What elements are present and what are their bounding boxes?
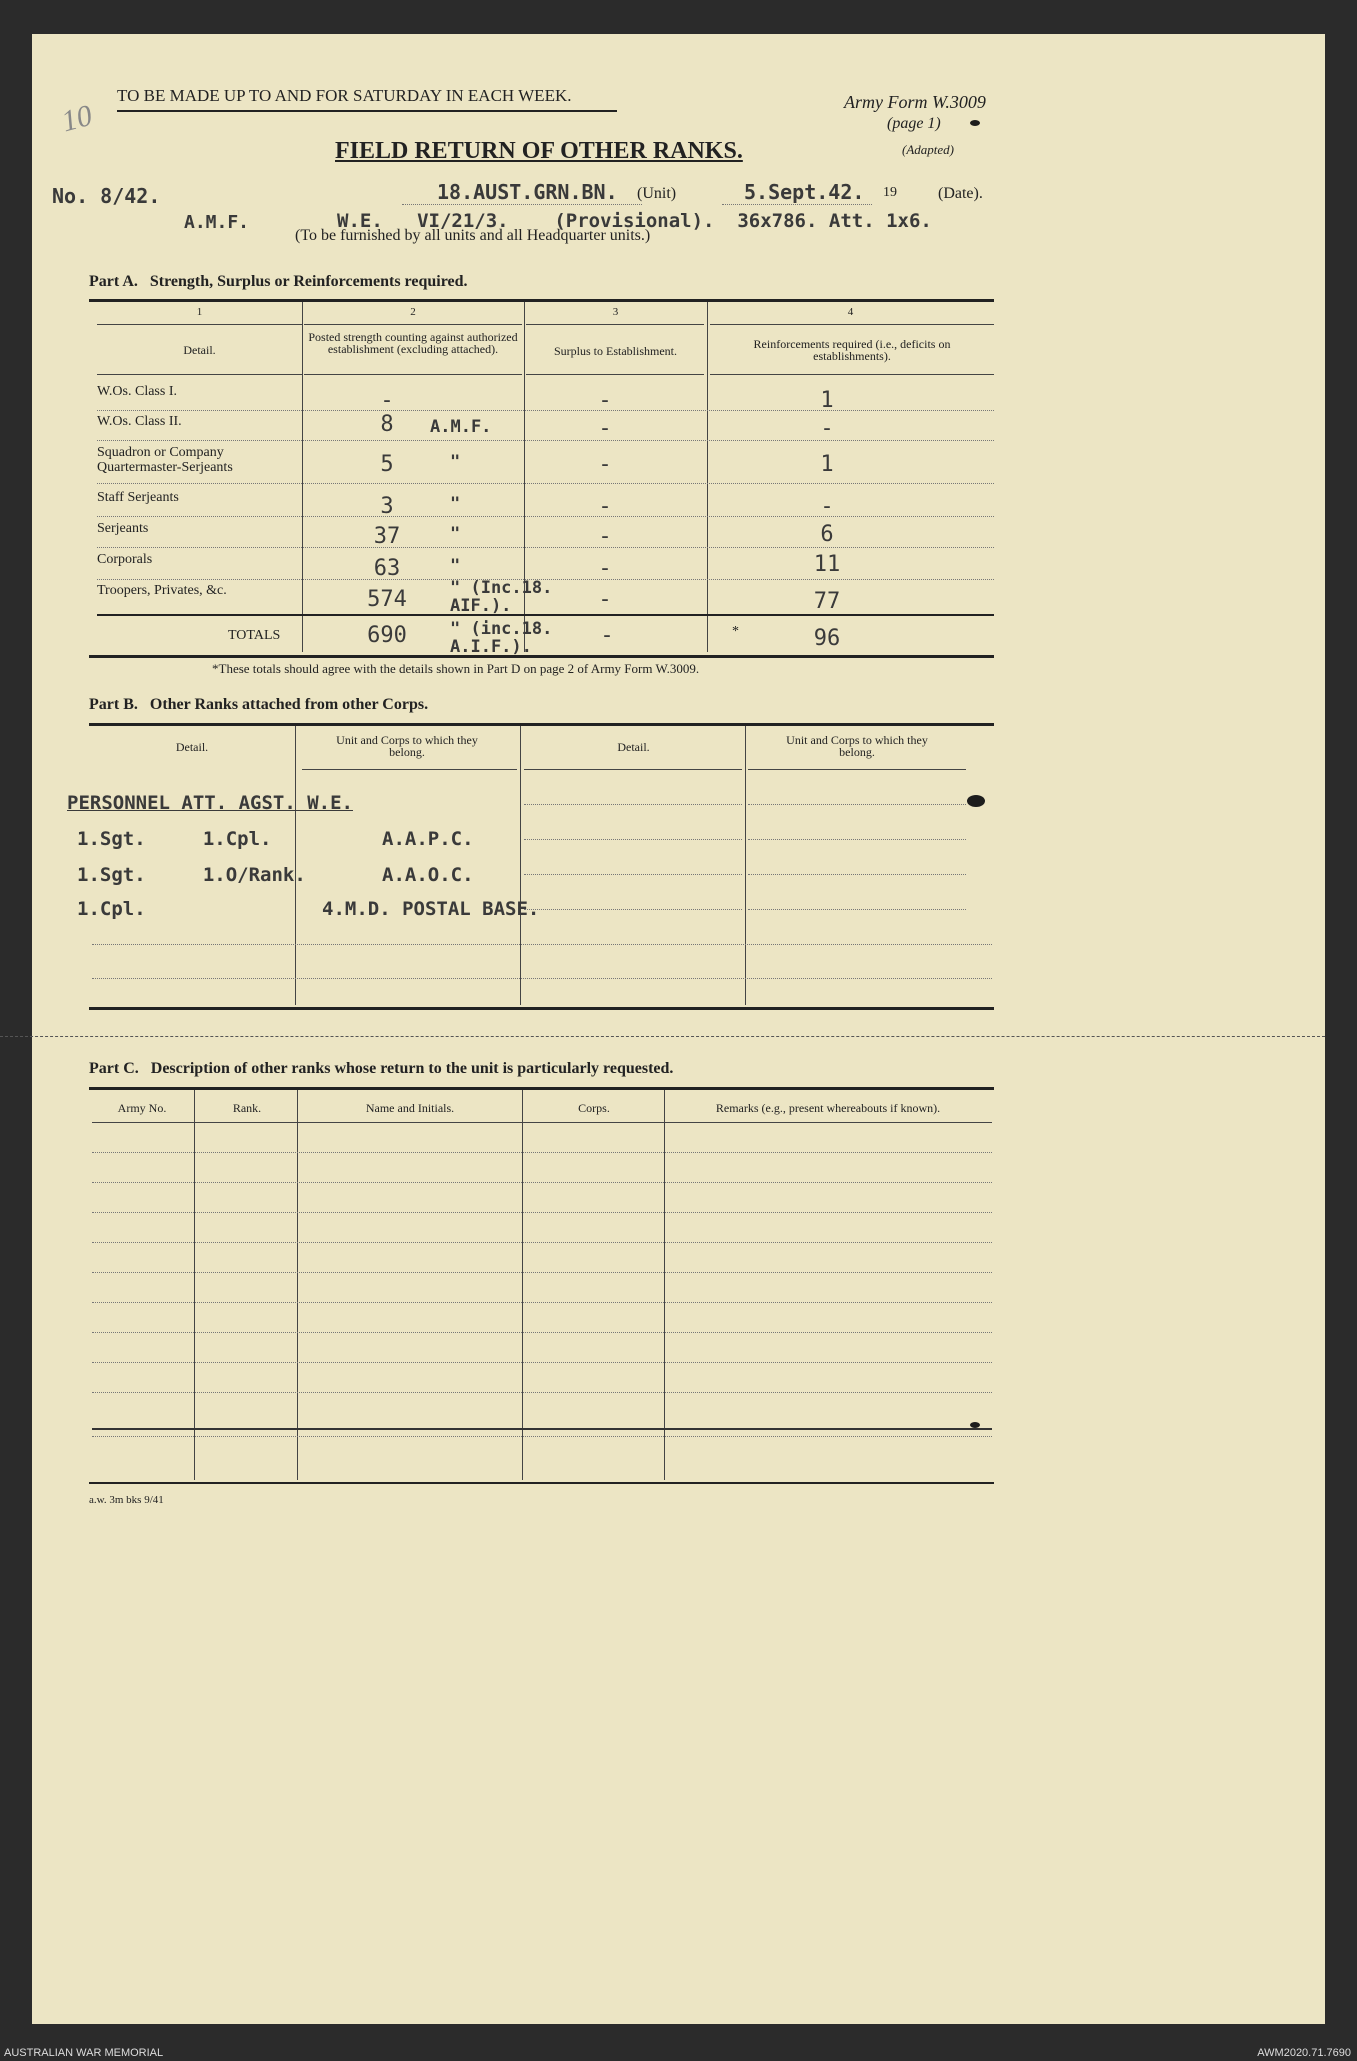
row-surplus: -: [598, 524, 612, 549]
punch-hole: [970, 1422, 980, 1428]
part-b-header-rule: [524, 769, 742, 770]
row-surplus: -: [598, 452, 612, 477]
row-surplus: -: [598, 556, 612, 581]
col-rule: [304, 324, 522, 325]
part-c-col-divider: [297, 1090, 298, 1480]
part-b-top-rule: [89, 723, 994, 726]
part-b-header-unit-1: Unit and Corps to which they belong.: [336, 733, 478, 759]
row-posted-note: ": [450, 452, 461, 472]
row-posted: 574: [367, 587, 407, 612]
row-rule: [97, 516, 994, 517]
header-rule: [526, 374, 704, 375]
row-rule: [97, 483, 994, 484]
row-rule: [748, 909, 966, 910]
part-c-header-army-no: Army No.: [117, 1101, 167, 1115]
row-posted: 8: [380, 412, 394, 437]
row-surplus: -: [598, 388, 612, 413]
part-a-col-divider: [707, 302, 708, 652]
row-rule: [92, 1392, 992, 1393]
furnish-note: (To be furnished by all units and all Headquarter units.): [295, 227, 651, 244]
row-rule: [92, 1302, 992, 1303]
unit-dotline: [402, 204, 642, 205]
part-a-header-surplus: Surplus to Establishment.: [554, 344, 677, 358]
date-year: 19: [883, 185, 897, 200]
totals-label: TOTALS: [228, 628, 281, 643]
part-b-col-divider: [745, 726, 746, 1005]
part-b-header-unit-2: Unit and Corps to which they belong.: [786, 733, 928, 759]
form-page: (page 1): [887, 115, 941, 132]
amf-label: A.M.F.: [184, 212, 250, 233]
row-surplus: -: [598, 494, 612, 519]
form-title: FIELD RETURN OF OTHER RANKS.: [335, 138, 743, 164]
fold-line: [0, 1036, 1325, 1037]
header-rule: [97, 374, 302, 375]
row-posted-note: A.M.F.: [430, 417, 492, 437]
part-c-header-rank: Rank.: [232, 1101, 262, 1115]
adapted-note: (Adapted): [902, 142, 954, 157]
row-posted: 3: [380, 494, 394, 519]
header-rule: [710, 374, 994, 375]
row-detail: Serjeants: [97, 521, 149, 536]
form-number: Army Form W.3009: [844, 92, 986, 112]
part-b-bottom-rule: [89, 1007, 994, 1010]
row-posted: 5: [380, 452, 394, 477]
row-detail: 1.Sgt. 1.Cpl.: [77, 828, 272, 850]
part-a-bottom-rule: [89, 655, 994, 658]
row-reinf: 1: [820, 388, 834, 413]
row-reinf: 6: [820, 522, 834, 547]
row-detail: Staff Serjeants: [97, 490, 179, 505]
row-reinf: 1: [820, 452, 834, 477]
totals-surplus: -: [600, 623, 614, 648]
part-a-col-divider: [302, 302, 303, 652]
row-rule: [92, 1362, 992, 1363]
row-posted-note: ": [450, 494, 461, 514]
row-detail: W.Os. Class I.: [97, 384, 177, 399]
header-rule: [304, 374, 522, 375]
part-a-top-rule: [89, 299, 994, 302]
row-rule: [92, 1272, 992, 1273]
row-posted: 63: [373, 556, 401, 581]
row-unit: A.A.P.C.: [382, 828, 474, 850]
part-b-header-rule: [302, 769, 517, 770]
return-number: No. 8/42.: [52, 184, 161, 208]
row-rule: [748, 839, 966, 840]
row-posted: 37: [373, 524, 401, 549]
part-c-heading: Part C. Description of other ranks whose return to the unit is particularly requested.: [89, 1060, 674, 1077]
footer-credit: AUSTRALIAN WAR MEMORIAL: [4, 2047, 164, 2059]
part-c-header-rule: [92, 1122, 992, 1123]
col-number-1: 1: [196, 306, 203, 318]
col-rule: [710, 324, 994, 325]
part-a-footnote: *These totals should agree with the details shown in Part D on page 2 of Army Form W.3009.: [212, 661, 700, 676]
part-b-header-rule: [748, 769, 966, 770]
row-rule: [92, 1242, 992, 1243]
row-reinf: -: [820, 416, 834, 441]
row-reinf: 77: [813, 589, 841, 614]
date-label: (Date).: [938, 185, 983, 202]
part-b-header-detail-2: Detail.: [617, 740, 650, 754]
part-c-header-name: Name and Initials.: [365, 1101, 455, 1115]
instruction-underline: [117, 110, 617, 112]
col-rule: [97, 324, 302, 325]
part-b-section-label: PERSONNEL ATT. AGST. W.E.: [67, 792, 353, 814]
unit-value: 18.AUST.GRN.BN.: [437, 180, 618, 204]
punch-hole: [967, 795, 985, 807]
part-b-heading: Part B. Other Ranks attached from other Corps.: [89, 696, 429, 713]
row-posted-note: ": [450, 556, 461, 576]
part-c-header-corps: Corps.: [578, 1101, 610, 1115]
col-number-2: 2: [410, 306, 416, 318]
row-detail: 1.Sgt. 1.O/Rank.: [77, 864, 306, 886]
part-c-top-rule: [89, 1087, 994, 1090]
part-a-header-detail: Detail.: [183, 343, 216, 357]
row-rule: [524, 839, 742, 840]
part-c-header-remarks: Remarks (e.g., present whereabouts if known).: [715, 1101, 941, 1115]
part-c-col-divider: [194, 1090, 195, 1480]
row-detail: Corporals: [97, 552, 153, 567]
margin-pencil-note: 10: [58, 98, 96, 139]
totals-top-rule: [97, 614, 994, 616]
punch-hole: [970, 120, 980, 126]
row-reinf: 11: [813, 552, 841, 577]
row-surplus: -: [598, 416, 612, 441]
row-unit: A.A.O.C.: [382, 864, 474, 886]
row-rule: [524, 804, 742, 805]
row-rule: [92, 1436, 992, 1437]
row-rule: [92, 1152, 992, 1153]
totals-posted: 690: [367, 623, 407, 648]
row-rule: [748, 874, 966, 875]
row-detail: Troopers, Privates, &c.: [97, 583, 227, 598]
totals-star: *: [732, 624, 739, 639]
date-value: 5.Sept.42.: [744, 180, 865, 204]
row-rule: [92, 944, 992, 945]
totals-posted-note: " (inc.18. A.I.F.).: [450, 619, 553, 657]
footer-accession: AWM2020.71.7690: [1257, 2047, 1351, 2059]
part-b-header-detail-1: Detail.: [175, 740, 209, 754]
date-dotline: [722, 204, 872, 205]
part-a-header-posted: Posted strength counting against authorized establishment (excluding attached).: [308, 330, 518, 356]
form-sheet: [32, 34, 1325, 2024]
row-posted-note: " (Inc.18. AIF.).: [450, 578, 553, 616]
totals-reinf: 96: [813, 626, 841, 651]
row-rule: [92, 1428, 992, 1430]
row-surplus: -: [598, 587, 612, 612]
row-detail: Squadron or Company Quartermaster-Serjeants: [97, 445, 233, 475]
row-rule: [92, 978, 992, 979]
we-line: W.E. VI/21/3. (Provisional). 36x786. Att. 1x6.: [337, 210, 932, 232]
part-c-bottom-rule: [89, 1482, 994, 1484]
row-rule: [92, 1332, 992, 1333]
row-rule: [97, 410, 994, 411]
row-posted: -: [380, 388, 394, 413]
part-a-header-reinf: Reinforcements required (i.e., deficits on establishments).: [753, 337, 951, 363]
row-unit: 4.M.D. POSTAL BASE.: [322, 898, 540, 920]
row-rule: [97, 440, 994, 441]
part-c-col-divider: [522, 1090, 523, 1480]
row-reinf: -: [820, 494, 834, 519]
row-rule: [524, 909, 742, 910]
col-number-3: 3: [612, 306, 619, 318]
row-rule: [97, 547, 994, 548]
part-a-heading: Part A. Strength, Surplus or Reinforcements required.: [89, 273, 468, 290]
row-detail: W.Os. Class II.: [97, 414, 182, 429]
row-rule: [748, 804, 966, 805]
row-detail: 1.Cpl.: [77, 898, 146, 920]
part-c-col-divider: [664, 1090, 665, 1480]
instruction-text: TO BE MADE UP TO AND FOR SATURDAY IN EACH WEEK.: [117, 86, 572, 105]
col-number-4: 4: [847, 306, 854, 318]
unit-label: (Unit): [637, 185, 677, 202]
row-rule: [92, 1212, 992, 1213]
row-rule: [92, 1182, 992, 1183]
row-posted-note: ": [450, 524, 461, 544]
print-code: a.w. 3m bks 9/41: [89, 1494, 164, 1506]
row-rule: [524, 874, 742, 875]
col-rule: [526, 324, 704, 325]
part-b-col-divider: [520, 726, 521, 1005]
